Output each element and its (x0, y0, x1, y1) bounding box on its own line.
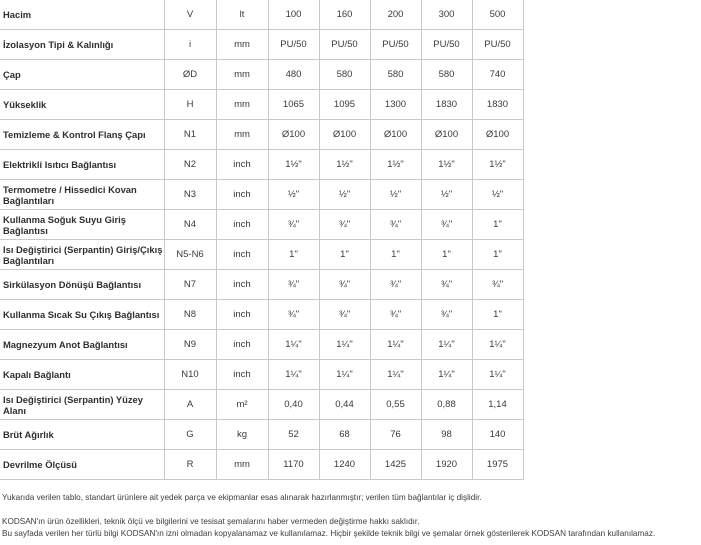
row-parameter-label: Kullanma Sıcak Su Çıkış Bağlantısı (0, 300, 164, 330)
row-symbol: ØD (164, 60, 216, 90)
value-cell-100: 1½" (268, 150, 319, 180)
row-parameter-label: Brüt Ağırlık (0, 420, 164, 450)
value-cell-100: 1" (268, 240, 319, 270)
value-cell-200: 1" (370, 240, 421, 270)
value-cell-300: 1920 (421, 450, 472, 480)
value-cell-300: ½" (421, 180, 472, 210)
value-cell-300: ¾" (421, 300, 472, 330)
row-parameter-label: Sirkülasyon Dönüşü Bağlantısı (0, 270, 164, 300)
row-parameter-label: Kapalı Bağlantı (0, 360, 164, 390)
value-cell-200: 580 (370, 60, 421, 90)
value-cell-300: 1¼" (421, 330, 472, 360)
row-symbol: N8 (164, 300, 216, 330)
row-parameter-label: Kullanma Soğuk Suyu Giriş Bağlantısı (0, 210, 164, 240)
table-row (0, 150, 523, 180)
table-row (0, 180, 523, 210)
value-cell-100: ½" (268, 180, 319, 210)
value-cell-160: 1240 (319, 450, 370, 480)
value-cell-500: 500 (472, 0, 523, 30)
value-cell-160: ¾" (319, 210, 370, 240)
value-cell-100: ¾" (268, 300, 319, 330)
value-cell-500: 1" (472, 300, 523, 330)
table-row (0, 30, 523, 60)
table-row (0, 210, 523, 240)
row-parameter-label: Isı Değiştirici (Serpantin) Giriş/Çıkış Bağlantıları (0, 240, 164, 270)
row-parameter-label: Devrilme Ölçüsü (0, 450, 164, 480)
value-cell-160: ½" (319, 180, 370, 210)
value-cell-300: 1" (421, 240, 472, 270)
value-cell-160: 1095 (319, 90, 370, 120)
table-row (0, 90, 523, 120)
value-cell-100: 1065 (268, 90, 319, 120)
row-unit: inch (216, 300, 268, 330)
row-unit: mm (216, 120, 268, 150)
table-row (0, 450, 523, 480)
value-cell-300: 0,88 (421, 390, 472, 420)
value-cell-200: 1300 (370, 90, 421, 120)
value-cell-500: 740 (472, 60, 523, 90)
table-row (0, 300, 523, 330)
value-cell-300: 98 (421, 420, 472, 450)
value-cell-160: Ø100 (319, 120, 370, 150)
row-symbol: i (164, 30, 216, 60)
value-cell-500: 1975 (472, 450, 523, 480)
row-unit: inch (216, 150, 268, 180)
value-cell-100: 1170 (268, 450, 319, 480)
table-row (0, 60, 523, 90)
note-copyright: Bu sayfada verilen her türlü bilgi KODSAN'ın izni olmadan kopyalanamaz ve kullanılamaz. Hiçbir şekilde teknik bilgi ve şemalar örnek gösterilerek KODSAN tarafından kullanılamaz. (2, 529, 656, 538)
value-cell-160: 580 (319, 60, 370, 90)
value-cell-200: 1425 (370, 450, 421, 480)
row-symbol: N9 (164, 330, 216, 360)
row-parameter-label: Yükseklik (0, 90, 164, 120)
value-cell-200: 1¼" (370, 360, 421, 390)
value-cell-500: 1" (472, 240, 523, 270)
row-parameter-label: Temizleme & Kontrol Flanş Çapı (0, 120, 164, 150)
row-unit: m² (216, 390, 268, 420)
table-row (0, 120, 523, 150)
value-cell-160: 1" (319, 240, 370, 270)
value-cell-100: 480 (268, 60, 319, 90)
value-cell-200: PU/50 (370, 30, 421, 60)
value-cell-160: 0,44 (319, 390, 370, 420)
value-cell-200: 200 (370, 0, 421, 30)
value-cell-160: 1½" (319, 150, 370, 180)
row-symbol: V (164, 0, 216, 30)
table-row (0, 360, 523, 390)
row-unit: inch (216, 330, 268, 360)
row-symbol: H (164, 90, 216, 120)
value-cell-200: 76 (370, 420, 421, 450)
note-change-rights: KODSAN'ın ürün özellikleri, teknik ölçü ve bilgilerini ve tesisat şemalarını haber vermeden değiştirme hakkı saklıdır. (2, 517, 420, 526)
table-row (0, 420, 523, 450)
value-cell-100: 52 (268, 420, 319, 450)
value-cell-100: ¾" (268, 210, 319, 240)
value-cell-160: ¾" (319, 270, 370, 300)
row-parameter-label: İzolasyon Tipi & Kalınlığı (0, 30, 164, 60)
value-cell-100: ¾" (268, 270, 319, 300)
value-cell-200: ½" (370, 180, 421, 210)
value-cell-160: 68 (319, 420, 370, 450)
table-row (0, 390, 523, 420)
row-symbol: N2 (164, 150, 216, 180)
row-unit: inch (216, 180, 268, 210)
row-symbol: N3 (164, 180, 216, 210)
row-symbol: N7 (164, 270, 216, 300)
value-cell-160: 1¼" (319, 330, 370, 360)
value-cell-300: 1¼" (421, 360, 472, 390)
value-cell-160: 160 (319, 0, 370, 30)
value-cell-500: 1¼" (472, 360, 523, 390)
value-cell-300: ¾" (421, 270, 472, 300)
value-cell-100: 1¼" (268, 330, 319, 360)
value-cell-200: ¾" (370, 270, 421, 300)
value-cell-300: ¾" (421, 210, 472, 240)
value-cell-500: PU/50 (472, 30, 523, 60)
value-cell-200: ¾" (370, 210, 421, 240)
row-symbol: R (164, 450, 216, 480)
value-cell-100: Ø100 (268, 120, 319, 150)
row-symbol: N1 (164, 120, 216, 150)
value-cell-100: 0,40 (268, 390, 319, 420)
value-cell-300: 580 (421, 60, 472, 90)
value-cell-500: 1830 (472, 90, 523, 120)
row-symbol: G (164, 420, 216, 450)
row-unit: kg (216, 420, 268, 450)
value-cell-200: 1¼" (370, 330, 421, 360)
value-cell-100: PU/50 (268, 30, 319, 60)
value-cell-500: Ø100 (472, 120, 523, 150)
row-unit: mm (216, 30, 268, 60)
row-unit: inch (216, 360, 268, 390)
table-row (0, 330, 523, 360)
table-row (0, 240, 523, 270)
row-symbol: N5-N6 (164, 240, 216, 270)
value-cell-200: 1½" (370, 150, 421, 180)
row-unit: lt (216, 0, 268, 30)
value-cell-100: 100 (268, 0, 319, 30)
value-cell-200: Ø100 (370, 120, 421, 150)
note-internal-threads: Yukarıda verilen tablo, standart ürünlere ait yedek parça ve ekipmanlar esas alınarak hazırlanmıştır; verilen tüm bağlantılar iç dişlidir. (2, 493, 482, 502)
table-row (0, 270, 523, 300)
value-cell-300: 1½" (421, 150, 472, 180)
value-cell-300: 1830 (421, 90, 472, 120)
row-parameter-label: Çap (0, 60, 164, 90)
row-symbol: N10 (164, 360, 216, 390)
row-symbol: A (164, 390, 216, 420)
value-cell-500: 140 (472, 420, 523, 450)
row-unit: mm (216, 90, 268, 120)
row-parameter-label: Isı Değiştirici (Serpantin) Yüzey Alanı (0, 390, 164, 420)
value-cell-200: 0,55 (370, 390, 421, 420)
value-cell-500: ¾" (472, 270, 523, 300)
value-cell-300: Ø100 (421, 120, 472, 150)
value-cell-300: 300 (421, 0, 472, 30)
row-symbol: N4 (164, 210, 216, 240)
value-cell-100: 1¼" (268, 360, 319, 390)
row-parameter-label: Termometre / Hissedici Kovan Bağlantıları (0, 180, 164, 210)
value-cell-500: 1" (472, 210, 523, 240)
value-cell-500: 1¼" (472, 330, 523, 360)
table-row (0, 0, 523, 30)
value-cell-160: ¾" (319, 300, 370, 330)
value-cell-500: 1½" (472, 150, 523, 180)
row-parameter-label: Elektrikli Isıtıcı Bağlantısı (0, 150, 164, 180)
row-parameter-label: Magnezyum Anot Bağlantısı (0, 330, 164, 360)
row-unit: inch (216, 210, 268, 240)
value-cell-160: 1¼" (319, 360, 370, 390)
value-cell-300: PU/50 (421, 30, 472, 60)
row-unit: inch (216, 240, 268, 270)
row-unit: mm (216, 450, 268, 480)
row-parameter-label: Hacim (0, 0, 164, 30)
value-cell-500: ½" (472, 180, 523, 210)
value-cell-160: PU/50 (319, 30, 370, 60)
value-cell-200: ¾" (370, 300, 421, 330)
value-cell-500: 1,14 (472, 390, 523, 420)
row-unit: inch (216, 270, 268, 300)
row-unit: mm (216, 60, 268, 90)
